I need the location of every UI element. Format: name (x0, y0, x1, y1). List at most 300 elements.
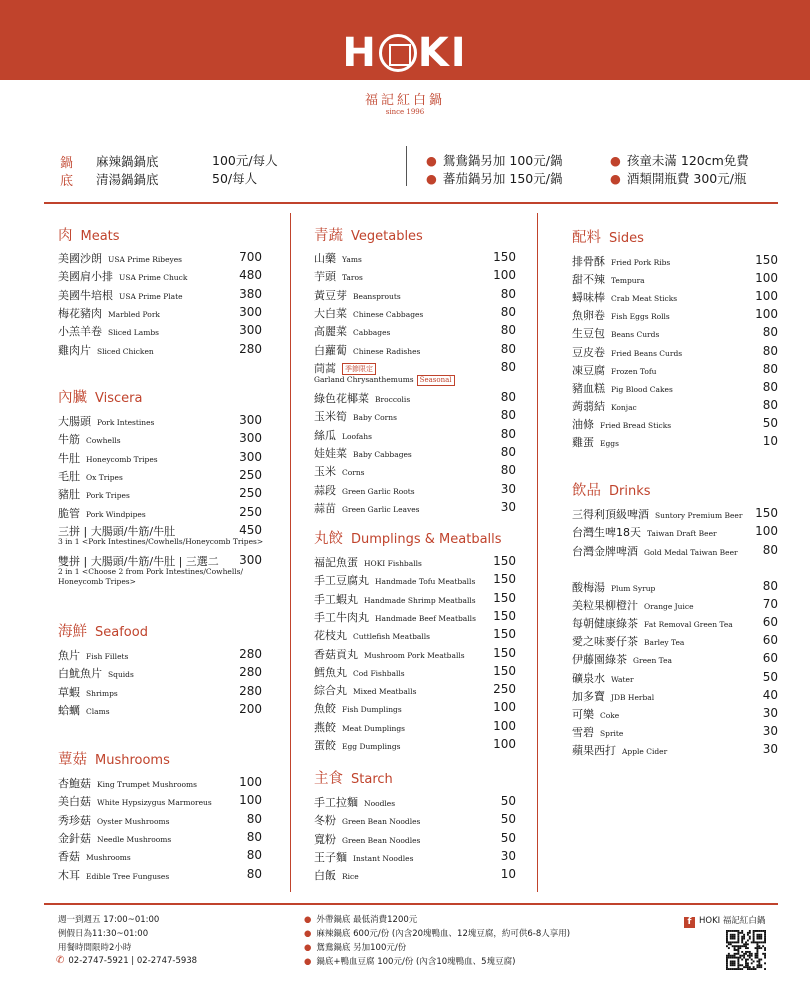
item-name-en: Fish Dumplings (342, 705, 402, 715)
section-title-en: Starch (351, 772, 393, 787)
item-price: 150 (493, 627, 516, 642)
qr-module (737, 968, 739, 970)
section-title-en: Dumplings & Meatballs (351, 532, 502, 547)
soup-base-label-top: 鍋 (60, 156, 74, 171)
qr-module (743, 955, 745, 957)
qr-module (760, 947, 762, 949)
item-name-zh: 美粒果柳橙汁 (572, 599, 638, 613)
section-title-zh: 內臟 (58, 390, 87, 406)
qr-module (743, 953, 745, 955)
menu-item (572, 325, 778, 341)
qr-module (730, 960, 732, 962)
takeout-note: ● 鍋底+鴨血豆腐 100元/份 (內含10塊鴨血、5塊豆腐) (304, 957, 516, 967)
qr-module (764, 938, 766, 940)
item-name-en: Edible Tree Funguses (86, 871, 170, 881)
item-price: 250 (239, 504, 262, 519)
item-name-zh: 礦泉水 (572, 671, 605, 685)
item-price: 100 (755, 524, 778, 539)
qr-module (749, 957, 751, 959)
menu-item (58, 468, 262, 484)
soup-base-name: 清湯鍋鍋底 (96, 172, 159, 187)
item-price: 50 (500, 812, 516, 827)
item-name-zh: 綜合丸 (314, 684, 347, 698)
item-name-en: Barley Tea (644, 638, 685, 648)
qr-module (730, 938, 732, 940)
item-name-zh: 玉米 (314, 465, 336, 479)
item-name-en: Egg Dumplings (342, 742, 401, 751)
item-note: Honeycomb Tripes> (58, 577, 136, 586)
qr-module (726, 962, 728, 964)
qr-module (730, 955, 732, 957)
menu-item (572, 524, 778, 540)
item-name-zh: 排骨酥 (572, 255, 605, 268)
item-price: 150 (493, 663, 516, 678)
qr-module (749, 951, 751, 953)
item-name-zh: 台灣金牌啤酒 (572, 544, 638, 558)
item-name-zh: 綠色花椰菜 (314, 392, 369, 405)
item-name-zh: 生豆包 (572, 327, 605, 341)
item-price: 150 (493, 645, 516, 660)
qr-module (756, 930, 758, 932)
qr-module (737, 949, 739, 951)
item-name-en: Oyster Mushrooms (97, 816, 170, 826)
menu-item (314, 572, 516, 588)
item-name-zh: 雙拼 | 大腸頭/牛筋/牛肚 | 三選二 (58, 555, 219, 568)
qr-module (732, 936, 734, 938)
qr-module (747, 968, 749, 970)
restaurant-name: 福記紅白鍋 (364, 93, 445, 108)
menu-item (58, 830, 262, 846)
menu-item (58, 684, 262, 700)
item-name-zh: 香菇貢丸 (314, 647, 358, 661)
qr-module (726, 932, 728, 934)
qr-module (743, 943, 745, 945)
menu-item (572, 253, 778, 269)
item-name-zh: 美國沙朗 (58, 252, 102, 265)
item-name-en: Apple Cider (622, 746, 668, 756)
menu-item (314, 342, 516, 358)
soup-base-name: 麻辣鍋鍋底 (96, 154, 159, 169)
item-name-en: Coke (600, 710, 620, 720)
item-name-zh: 魚餃 (314, 702, 336, 716)
qr-module (726, 940, 728, 942)
item-name-zh: 雞蛋 (572, 436, 594, 449)
facebook-icon: f (684, 917, 695, 928)
qr-module (741, 968, 743, 970)
qr-module (734, 949, 736, 951)
menu-item (314, 682, 516, 698)
qr-module (760, 930, 762, 932)
item-price: 80 (500, 463, 516, 478)
item-name-en: Cowhells (86, 436, 121, 446)
item-name-en: Corns (342, 468, 365, 478)
item-name-zh: 燕餃 (314, 720, 336, 734)
item-name-zh: 加多寶 (572, 689, 605, 703)
item-name-en: Clams (86, 706, 110, 716)
qr-code-icon[interactable] (726, 930, 766, 970)
extra-charge: ● 鴛鴦鍋另加 100元/鍋 (426, 153, 563, 168)
section-seafood (58, 620, 148, 641)
item-name-en: USA Prime Ribeyes (108, 255, 183, 264)
qr-module (764, 936, 766, 938)
item-name-en: Cod Fishballs (353, 668, 405, 678)
qr-module (726, 968, 728, 970)
item-price: 30 (762, 741, 778, 756)
item-name-en: Sliced Chicken (97, 346, 154, 356)
qr-module (741, 940, 743, 942)
item-name-en: Handmade Beef Meatballs (375, 613, 476, 623)
facebook-link[interactable]: f HOKI 福記紅白鍋 (684, 914, 765, 928)
section-meats (58, 224, 120, 245)
item-price: 50 (500, 830, 516, 845)
item-price: 60 (762, 651, 778, 666)
qr-module (745, 943, 747, 945)
item-name-en: Frozen Tofu (611, 366, 657, 376)
qr-module (756, 957, 758, 959)
item-name-zh: 冬粉 (314, 814, 336, 828)
opening-hours: 例假日為11:30~01:00 (58, 929, 149, 939)
qr-module (732, 964, 734, 966)
item-name-en: Meat Dumplings (342, 723, 406, 733)
menu-item (314, 287, 516, 303)
qr-module (737, 953, 739, 955)
section-title-en: Drinks (609, 484, 651, 499)
item-price: 10 (762, 434, 778, 448)
qr-module (755, 953, 757, 955)
qr-module (737, 932, 739, 934)
qr-module (745, 966, 747, 968)
item-name-zh: 木耳 (58, 868, 80, 882)
qr-module (756, 953, 758, 955)
item-name-zh: 高麗菜 (314, 325, 347, 339)
item-price: 30 (762, 705, 778, 720)
qr-module (732, 934, 734, 936)
item-name-en: Eggs (600, 439, 619, 448)
item-name-en: HOKI Fishballs (364, 559, 422, 568)
qr-module (736, 968, 738, 970)
qr-module (764, 932, 766, 934)
item-price: 100 (755, 271, 778, 286)
brand-logo (0, 30, 810, 76)
qr-module (749, 955, 751, 957)
item-name-zh: 三得利頂級啤酒 (572, 508, 649, 521)
qr-module (760, 936, 762, 938)
item-name-en: Chinese Radishes (353, 346, 421, 356)
menu-item (58, 665, 262, 681)
qr-module (737, 951, 739, 953)
section-title-en: Mushrooms (95, 753, 170, 768)
qr-module (764, 955, 766, 957)
qr-module (751, 955, 753, 957)
qr-module (739, 968, 741, 970)
menu-item (58, 486, 262, 502)
item-name-en: USA Prime Chuck (119, 273, 188, 283)
item-price: 250 (239, 486, 262, 501)
item-price: 10 (500, 867, 516, 882)
item-price: 150 (755, 253, 778, 267)
qr-module (755, 930, 757, 932)
item-name-en: Fried Bread Sticks (600, 420, 672, 430)
menu-item (314, 482, 516, 498)
item-name-zh: 美國肩小排 (58, 270, 113, 284)
item-price: 50 (500, 794, 516, 808)
item-price: 80 (500, 426, 516, 441)
qr-module (730, 941, 732, 943)
item-price: 50 (762, 415, 778, 430)
item-price: 60 (762, 615, 778, 630)
item-name-zh: 豬血糕 (572, 381, 605, 395)
item-name-en: Loofahs (342, 431, 372, 441)
menu-item (58, 867, 262, 883)
item-price: 100 (493, 718, 516, 733)
item-price: 280 (239, 647, 262, 661)
qr-module (756, 960, 758, 962)
qr-module (764, 957, 766, 959)
qr-module (760, 938, 762, 940)
qr-module (745, 962, 747, 964)
menu-item (314, 867, 516, 883)
opening-hours: 週一到週五 17:00~01:00 (58, 915, 160, 925)
item-price: 40 (762, 687, 778, 702)
item-price: 30 (762, 723, 778, 738)
item-name-en: Noodles (364, 799, 396, 808)
item-name-en: Pork Windpipes (86, 509, 146, 519)
item-price: 80 (762, 397, 778, 412)
menu-item (572, 706, 778, 722)
takeout-note: ● 鴛鴦鍋底 另加100元/份 (304, 943, 407, 953)
item-price: 280 (239, 665, 262, 680)
qr-module (741, 951, 743, 953)
item-name-zh: 美國牛培根 (58, 288, 113, 302)
extra-charge: ● 酒類開瓶費 300元/瓶 (610, 171, 747, 186)
qr-module (762, 953, 764, 955)
item-price: 80 (500, 444, 516, 459)
item-name-en: Cabbages (353, 328, 391, 338)
item-name-en: Handmade Shrimp Meatballs (364, 595, 476, 605)
qr-module (734, 955, 736, 957)
qr-module (726, 955, 728, 957)
item-name-zh: 油條 (572, 417, 594, 431)
qr-module (756, 934, 758, 936)
section-title-zh: 丸餃 (314, 531, 343, 547)
item-name-en: Plum Syrup (611, 584, 656, 593)
qr-module (741, 964, 743, 966)
qr-module (747, 932, 749, 934)
qr-module (758, 964, 760, 966)
qr-module (737, 957, 739, 959)
section-title-en: Viscera (95, 391, 143, 406)
qr-module (745, 941, 747, 943)
qr-module (741, 930, 743, 932)
qr-module (764, 962, 766, 964)
item-name-en: Honeycomb Tripes (86, 454, 158, 464)
item-name-en: Suntory Premium Beer (655, 511, 743, 520)
item-name-en: White Hypsizygus Marmoreus (97, 798, 212, 808)
item-name-en: Taros (342, 273, 363, 283)
qr-module (732, 960, 734, 962)
qr-module (734, 945, 736, 947)
qr-module (737, 966, 739, 968)
qr-module (737, 945, 739, 947)
menu-item (58, 775, 262, 791)
item-name-zh: 豆皮卷 (572, 345, 605, 359)
qr-module (756, 966, 758, 968)
qr-module (747, 943, 749, 945)
item-price: 80 (762, 325, 778, 340)
item-name-zh: 福記魚蛋 (314, 556, 358, 569)
qr-module (730, 962, 732, 964)
item-name-zh: 玉米筍 (314, 410, 347, 424)
item-name-zh: 大白菜 (314, 306, 347, 320)
section-sides (572, 226, 644, 247)
section-drinks (572, 479, 651, 500)
item-name-en: Mushroom Pork Meatballs (364, 650, 465, 660)
item-name-zh: 山藥 (314, 252, 336, 265)
item-name-en: Rice (342, 872, 359, 882)
qr-module (758, 941, 760, 943)
item-name-en: Needle Mushrooms (97, 834, 172, 844)
qr-module (755, 968, 757, 970)
qr-module (728, 930, 730, 932)
item-name-en: Shrimps (86, 688, 118, 698)
menu-item (572, 633, 778, 649)
item-price: 50 (762, 669, 778, 684)
qr-module (741, 945, 743, 947)
bullet-icon: ● (610, 171, 621, 186)
qr-module (758, 966, 760, 968)
qr-module (749, 953, 751, 955)
qr-module (732, 938, 734, 940)
phone-icon: ✆ (56, 955, 65, 966)
qr-module (728, 947, 730, 949)
item-name-zh: 蛤蠣 (58, 703, 80, 717)
item-name-zh: 王子麵 (314, 850, 347, 864)
qr-module (743, 934, 745, 936)
qr-module (756, 951, 758, 953)
qr-module (737, 930, 739, 932)
menu-item (58, 250, 262, 266)
item-name-zh: 牛肚 (58, 451, 80, 465)
menu-item (314, 849, 516, 865)
item-price: 150 (493, 590, 516, 605)
menu-item (572, 271, 778, 287)
item-price: 100 (755, 307, 778, 322)
qr-module (745, 964, 747, 966)
item-name-zh: 蒜段 (314, 483, 336, 497)
menu-item (314, 305, 516, 321)
qr-module (758, 930, 760, 932)
item-price: 150 (493, 554, 516, 568)
qr-module (753, 968, 755, 970)
menu-item (572, 597, 778, 613)
menu-item (314, 664, 516, 680)
menu-item (572, 742, 778, 758)
bullet-icon: ● (426, 171, 437, 186)
menu-item (572, 434, 778, 450)
qr-module (745, 953, 747, 955)
menu-item (572, 362, 778, 378)
logo-letters-ki: KI (417, 30, 468, 76)
qr-module (760, 941, 762, 943)
qr-module (726, 945, 728, 947)
qr-module (764, 949, 766, 951)
item-price: 150 (493, 250, 516, 264)
qr-module (732, 955, 734, 957)
item-name-zh: 白蘿蔔 (314, 343, 347, 357)
qr-module (736, 945, 738, 947)
section-vegetables (314, 224, 423, 245)
bullet-icon: ● (610, 153, 621, 168)
item-name-zh: 娃娃菜 (314, 446, 347, 460)
qr-module (743, 957, 745, 959)
item-price: 70 (762, 597, 778, 612)
seasonal-badge: 季節限定 (342, 363, 376, 375)
item-name-en: Ox Tripes (86, 472, 123, 482)
qr-module (732, 962, 734, 964)
item-price: 150 (755, 506, 778, 520)
qr-module (736, 957, 738, 959)
item-name-zh: 魚卵卷 (572, 309, 605, 323)
item-price: 80 (246, 848, 262, 863)
section-title-zh: 肉 (58, 228, 73, 244)
menu-item (572, 670, 778, 686)
qr-module (728, 943, 730, 945)
qr-module (764, 940, 766, 942)
menu-item (314, 408, 516, 424)
qr-module (758, 959, 760, 961)
qr-module (764, 953, 766, 955)
qr-module (760, 934, 762, 936)
item-name-en: Green Garlic Roots (342, 486, 415, 496)
qr-module (737, 960, 739, 962)
menu-item (58, 793, 262, 809)
item-price: 300 (239, 323, 262, 338)
item-name-en: Chinese Cabbages (353, 309, 424, 319)
qr-module (726, 959, 728, 961)
item-name-zh: 蘋果西打 (572, 743, 616, 757)
soup-base-label-bottom: 底 (60, 174, 74, 189)
qr-module (756, 947, 758, 949)
qr-module (753, 941, 755, 943)
qr-module (741, 955, 743, 957)
menu-item (572, 380, 778, 396)
menu-item (572, 579, 778, 595)
qr-module (736, 953, 738, 955)
item-name-zh: 手工拉麵 (314, 796, 358, 809)
qr-module (749, 938, 751, 940)
divider (44, 202, 778, 204)
qr-module (747, 959, 749, 961)
item-name-en: Taiwan Draft Beer (647, 529, 717, 539)
item-name-en: Mushrooms (86, 853, 131, 863)
item-price: 300 (239, 413, 262, 427)
qr-module (758, 947, 760, 949)
qr-module (753, 934, 755, 936)
item-name-en: King Trumpet Mushrooms (97, 780, 197, 789)
menu-item (314, 445, 516, 461)
qr-module (741, 959, 743, 961)
menu-item (314, 554, 516, 570)
menu-item (572, 543, 778, 559)
item-price: 480 (239, 268, 262, 283)
qr-module (753, 930, 755, 932)
item-name-en: Pork Intestines (97, 418, 155, 427)
qr-module (726, 966, 728, 968)
qr-module (747, 947, 749, 949)
section-title-zh: 飲品 (572, 483, 601, 499)
qr-module (741, 938, 743, 940)
item-price: 30 (500, 848, 516, 863)
